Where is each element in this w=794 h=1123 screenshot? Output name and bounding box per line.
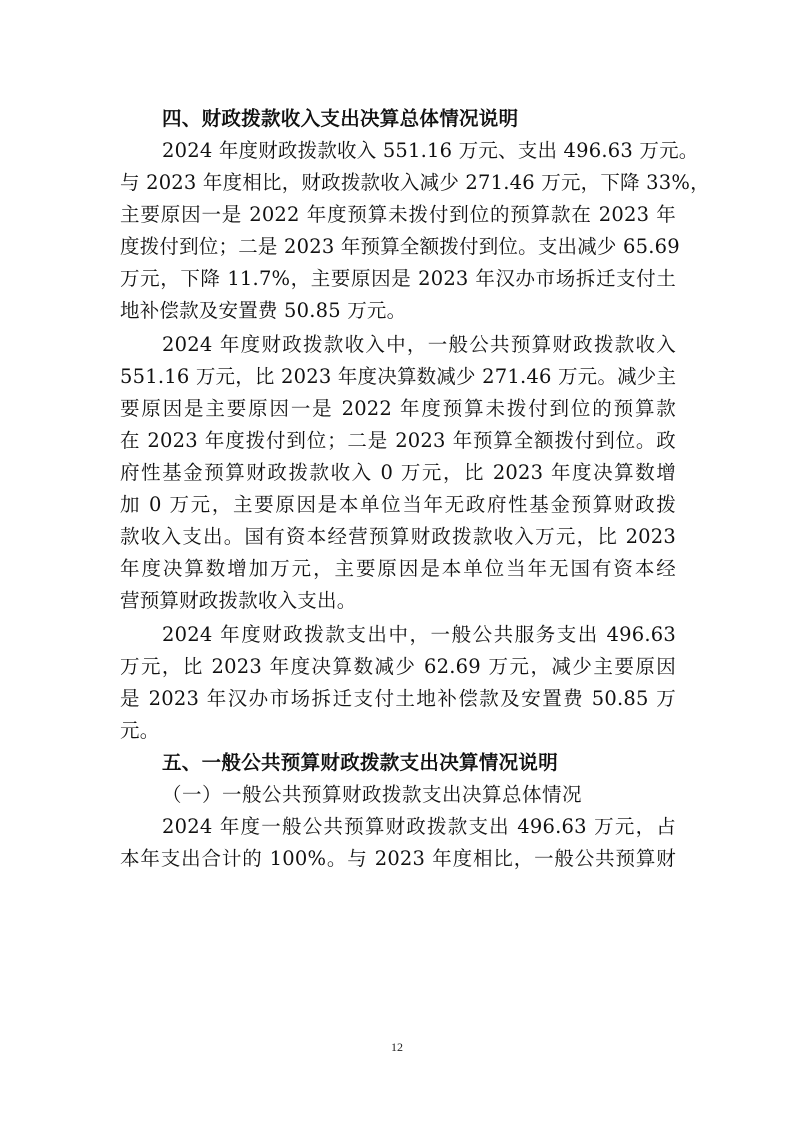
text-line: 在 2023 年度拨付到位；二是 2023 年预算全额拨付到位。政 (120, 429, 676, 452)
text-line: 2024 年度财政拨款支出中，一般公共服务支出 496.63 (162, 623, 676, 646)
text-line: 度拨付到位；二是 2023 年预算全额拨付到位。支出减少 65.69 (120, 235, 680, 258)
text-line: 元。 (120, 719, 160, 742)
text-line: 万元，下降 11.7%，主要原因是 2023 年汉办市场拆迁支付土 (120, 267, 676, 290)
text-line: 2024 年度一般公共预算财政拨款支出 496.63 万元，占 (162, 815, 676, 838)
text-line: 要原因是主要原因一是 2022 年度预算未拨付到位的预算款 (120, 397, 676, 420)
text-line: 551.16 万元，比 2023 年度决算数减少 271.46 万元。减少主 (120, 365, 677, 388)
text-line: 万元，比 2023 年度决算数减少 62.69 万元，减少主要原因 (120, 655, 676, 678)
text-line: 地补偿款及安置费 50.85 万元。 (120, 299, 407, 322)
text-line: 是 2023 年汉办市场拆迁支付土地补偿款及安置费 50.85 万 (120, 687, 676, 710)
text-line: 款收入支出。国有资本经营预算财政拨款收入万元，比 2023 (120, 525, 676, 548)
subsection-heading-1: （一）一般公共预算财政拨款支出决算总体情况 (162, 783, 583, 806)
text-line: 本年支出合计的 100%。与 2023 年度相比，一般公共预算财 (120, 847, 676, 870)
section-heading-4: 四、财政拨款收入支出决算总体情况说明 (162, 107, 519, 130)
paragraph-financial-overview (120, 135, 710, 327)
text-line: 主要原因一是 2022 年度预算未拨付到位的预算款在 2023 年 (120, 203, 676, 226)
text-line: 2024 年度财政拨款收入中，一般公共预算财政拨款收入 (162, 333, 676, 356)
text-line: 与 2023 年度相比，财政拨款收入减少 271.46 万元，下降 33%， (120, 171, 710, 194)
paragraph-income-breakdown (120, 329, 676, 617)
section-heading-5: 五、一般公共预算财政拨款支出决算情况说明 (162, 751, 559, 774)
text-line: 年度决算数增加万元，主要原因是本单位当年无国有资本经 (120, 557, 676, 580)
text-line: 2024 年度财政拨款收入 551.16 万元、支出 496.63 万元。 (162, 139, 699, 162)
page-number: 12 (391, 1040, 403, 1054)
text-line: 加 0 万元，主要原因是本单位当年无政府性基金预算财政拨 (120, 493, 676, 516)
paragraph-expenditure-breakdown (120, 619, 676, 747)
text-line: 营预算财政拨款收入支出。 (120, 589, 357, 612)
text-line: 府性基金预算财政拨款收入 0 万元，比 2023 年度决算数增 (120, 461, 676, 484)
page-content (120, 103, 710, 875)
paragraph-general-budget-expenditure (120, 811, 676, 875)
